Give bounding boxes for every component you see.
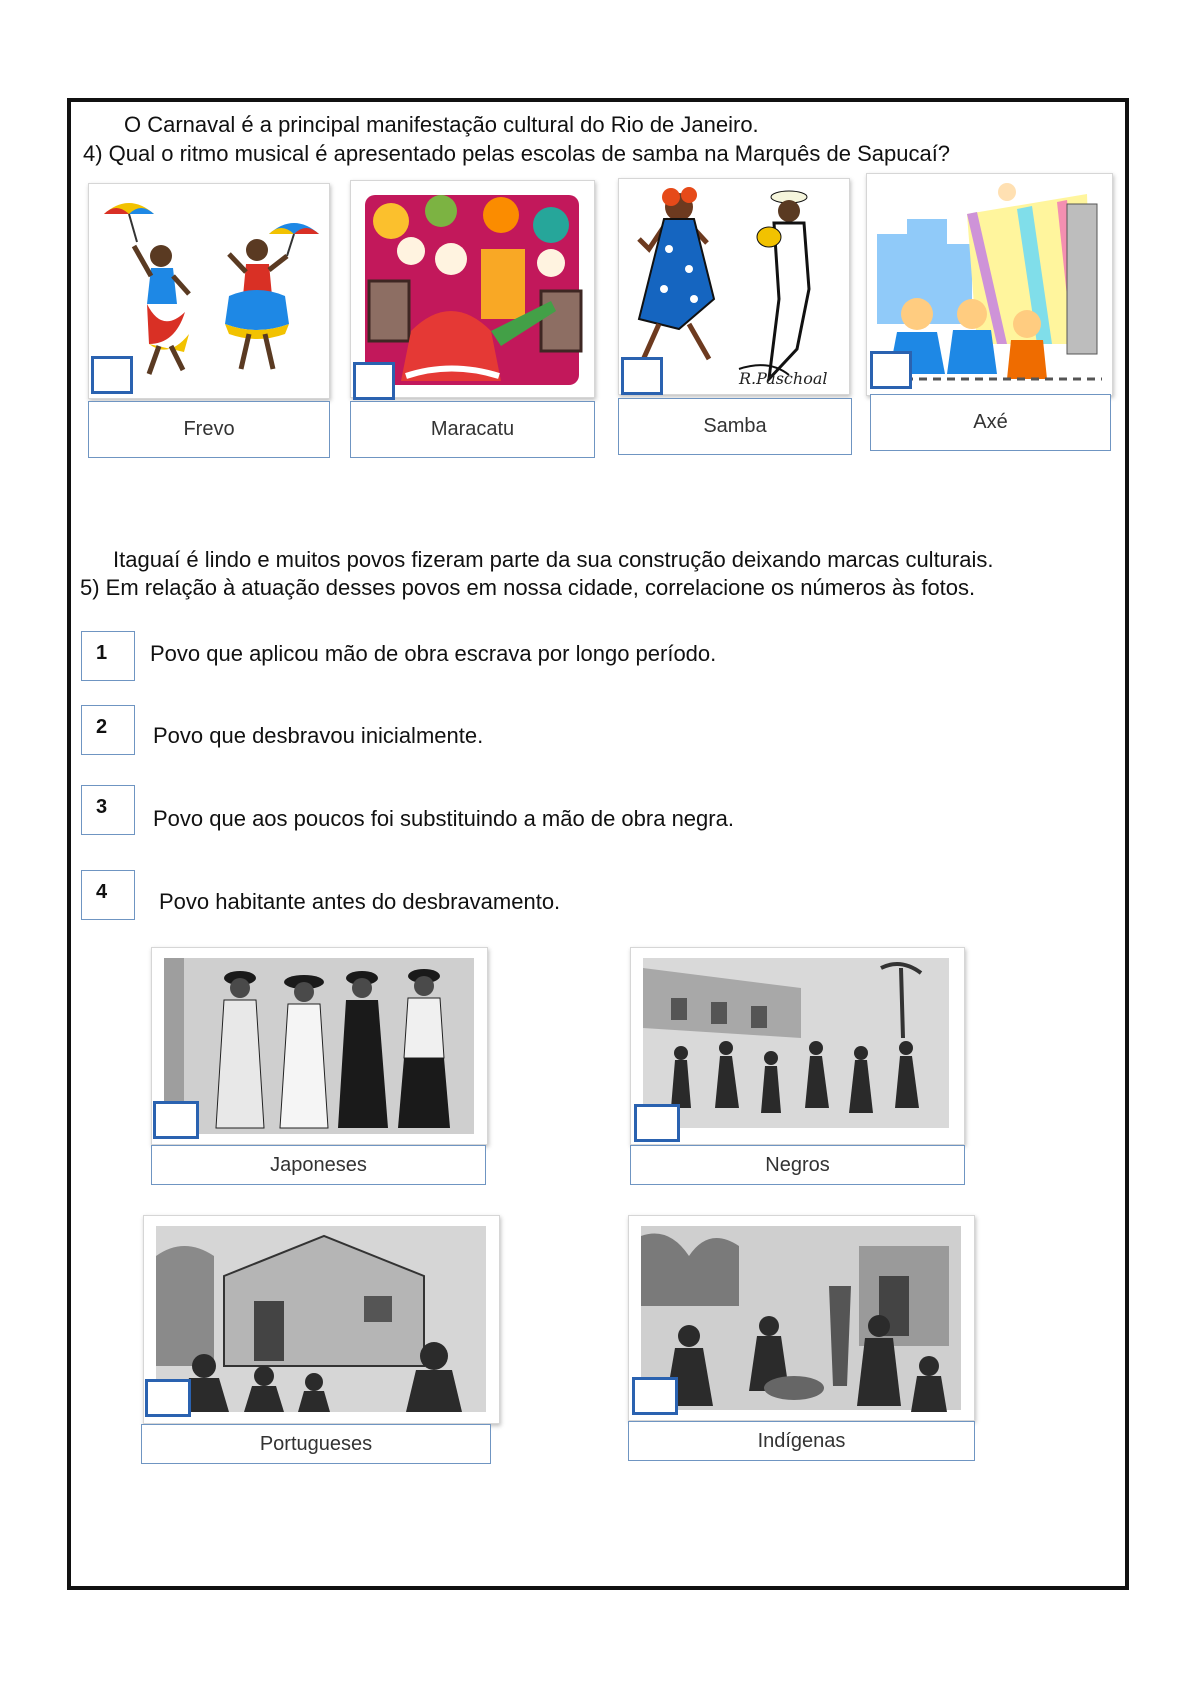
statement-3-text: Povo que aos poucos foi substituindo a mão de obra negra.	[153, 806, 734, 831]
statement-4-text: Povo habitante antes do desbravamento.	[159, 889, 561, 914]
negros-checkbox[interactable]	[634, 1104, 680, 1142]
samba-checkbox[interactable]	[621, 357, 663, 395]
samba-label: Samba	[703, 415, 767, 437]
frevo-label-box	[88, 401, 330, 458]
frevo-label: Frevo	[183, 418, 235, 440]
maracatu-label: Maracatu	[430, 418, 515, 440]
indigenas-label-box	[628, 1421, 975, 1461]
maracatu-checkbox[interactable]	[353, 362, 395, 400]
negros-label-box	[630, 1145, 965, 1185]
statement-3-number[interactable]: 3	[81, 785, 135, 835]
samba-label-box	[618, 398, 852, 455]
indigenas-checkbox[interactable]	[632, 1377, 678, 1415]
portugueses-photo	[143, 1215, 500, 1424]
negros-label: Negros	[765, 1153, 830, 1176]
negros-photo	[630, 947, 965, 1145]
q5-intro: Itaguaí é lindo e muitos povos fizeram parte da sua construção deixando marcas culturais.	[113, 547, 994, 572]
axe-label: Axé	[973, 411, 1008, 433]
statement-2-number[interactable]: 2	[81, 705, 135, 755]
japoneses-photo	[151, 947, 488, 1145]
japoneses-checkbox[interactable]	[153, 1101, 199, 1139]
japanese-women-photo-illustration	[152, 948, 487, 1144]
statement-1-text: Povo que aplicou mão de obra escrava por longo período.	[150, 641, 717, 666]
statement-4-number[interactable]: 4	[81, 870, 135, 920]
q4-question: 4) Qual o ritmo musical é apresentado pelas escolas de samba na Marquês de Sapucaí?	[83, 141, 951, 166]
maracatu-label-box	[350, 401, 595, 458]
samba-signature: R.Paschoal	[739, 369, 828, 388]
frevo-checkbox[interactable]	[91, 356, 133, 394]
portugueses-label-box	[141, 1424, 491, 1464]
indigenas-label: Indígenas	[757, 1429, 846, 1452]
portugueses-checkbox[interactable]	[145, 1379, 191, 1417]
japoneses-label: Japoneses	[270, 1153, 367, 1176]
axe-label-box	[870, 394, 1111, 451]
portuguese-settlers-engraving-illustration	[144, 1216, 499, 1423]
indigenous-people-engraving-illustration	[629, 1216, 974, 1420]
axe-checkbox[interactable]	[870, 351, 912, 389]
japoneses-label-box	[151, 1145, 486, 1185]
q5-question: 5) Em relação à atuação desses povos em nossa cidade, correlacione os números às fotos.	[80, 575, 976, 600]
q4-intro: O Carnaval é a principal manifestação cultural do Rio de Janeiro.	[124, 112, 759, 137]
enslaved-people-engraving-illustration	[631, 948, 964, 1144]
statement-1-number[interactable]: 1	[81, 631, 135, 681]
statement-2-text: Povo que desbravou inicialmente.	[153, 723, 484, 748]
indigenas-photo	[628, 1215, 975, 1421]
portugueses-label: Portugueses	[259, 1432, 373, 1455]
